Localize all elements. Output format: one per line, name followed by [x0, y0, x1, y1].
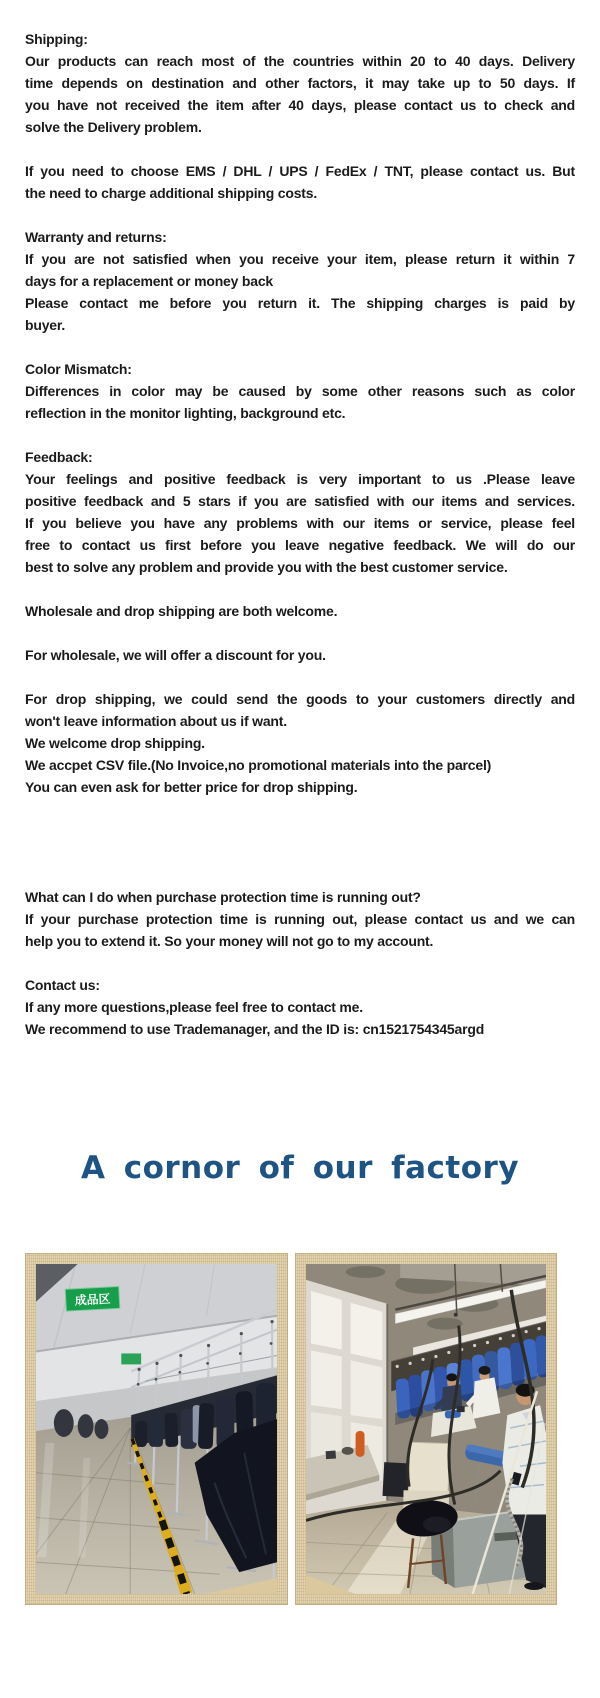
distant-green-sign	[121, 1353, 141, 1364]
text-line: If you believe you have any problems with our items or service, please feel	[25, 515, 575, 531]
text-line: If you need to choose EMS / DHL / UPS / FedEx / TNT, please contact us. But	[25, 163, 575, 179]
paragraph	[25, 226, 575, 336]
paragraph	[25, 28, 575, 138]
text-line: What can I do when purchase protection time is running out?	[25, 889, 421, 905]
text-line: buyer.	[25, 317, 66, 333]
green-area-sign	[65, 1286, 120, 1311]
text-line: Shipping:	[25, 31, 88, 47]
text-line: reflection in the monitor lighting, background etc.	[25, 405, 346, 421]
text-line: best to solve any problem and provide you with the best customer service.	[25, 559, 508, 575]
text-line: If any more questions,please feel free to contact me.	[25, 999, 363, 1015]
text-line: Please contact me before you return it. The shipping charges is paid by	[25, 295, 575, 311]
text-line: Color Mismatch:	[25, 361, 132, 377]
text-line: You can even ask for better price for drop shipping.	[25, 779, 358, 795]
text-line: If your purchase protection time is running out, please contact us and we can	[25, 911, 575, 927]
text-line: Warranty and returns:	[25, 229, 167, 245]
text-line: time depends on destination and other factors, it may take up to 50 days. If	[25, 75, 575, 91]
text-line: If you are not satisfied when you receive your item, please return it within 7	[25, 251, 575, 267]
paragraph	[25, 688, 575, 798]
factory-section-heading: A cornor of our factory	[80, 1150, 520, 1186]
text-line: We recommend to use Trademanager, and the ID is: cn1521754345argd	[25, 1021, 485, 1037]
text-line: Wholesale and drop shipping are both welcome.	[25, 603, 338, 619]
paragraph	[25, 446, 575, 578]
text-line: free to contact us first before you leave negative feedback. We will do our	[25, 537, 575, 553]
gas-cylinder	[356, 1431, 365, 1457]
text-line: won't leave information about us if want.	[25, 713, 287, 729]
text-line: For drop shipping, we could send the goods to your customers directly and	[25, 691, 575, 707]
text-line: Differences in color may be caused by some other reasons such as color	[25, 383, 575, 399]
text-line: help you to extend it. So your money will not go to my account.	[25, 933, 434, 949]
paragraph	[25, 160, 575, 204]
text-line: solve the Delivery problem.	[25, 119, 202, 135]
text-line: Our products can reach most of the countries within 20 to 40 days. Delivery	[25, 53, 575, 69]
paragraph	[25, 974, 575, 1040]
factory-photo-right	[295, 1253, 557, 1605]
text-line: Contact us:	[25, 977, 100, 993]
paragraph	[25, 644, 575, 666]
text-line: Your feelings and positive feedback is very important to us .Please leave	[25, 471, 575, 487]
factory-aisle-photo	[36, 1264, 277, 1594]
description-text	[25, 28, 575, 1040]
text-line: the need to charge additional shipping costs.	[25, 185, 318, 201]
text-line: We accpet CSV file.(No Invoice,no promotional materials into the parcel)	[25, 757, 492, 773]
text-line: positive feedback and 5 stars if you are satisfied with our items and services.	[25, 493, 575, 509]
green-sign-text: 成品区	[74, 1291, 111, 1308]
factory-photos-row	[25, 1253, 557, 1605]
workshop-photo	[306, 1264, 546, 1594]
text-line: Feedback:	[25, 449, 93, 465]
text-line: We welcome drop shipping.	[25, 735, 205, 751]
paragraph	[25, 600, 575, 622]
text-line: you have not received the item after 40 days, please contact us to check and	[25, 97, 575, 113]
paragraph	[25, 886, 575, 952]
text-line: For wholesale, we will offer a discount for you.	[25, 647, 326, 663]
factory-photo-left	[25, 1253, 288, 1605]
paragraph	[25, 358, 575, 424]
text-line: days for a replacement or money back	[25, 273, 274, 289]
